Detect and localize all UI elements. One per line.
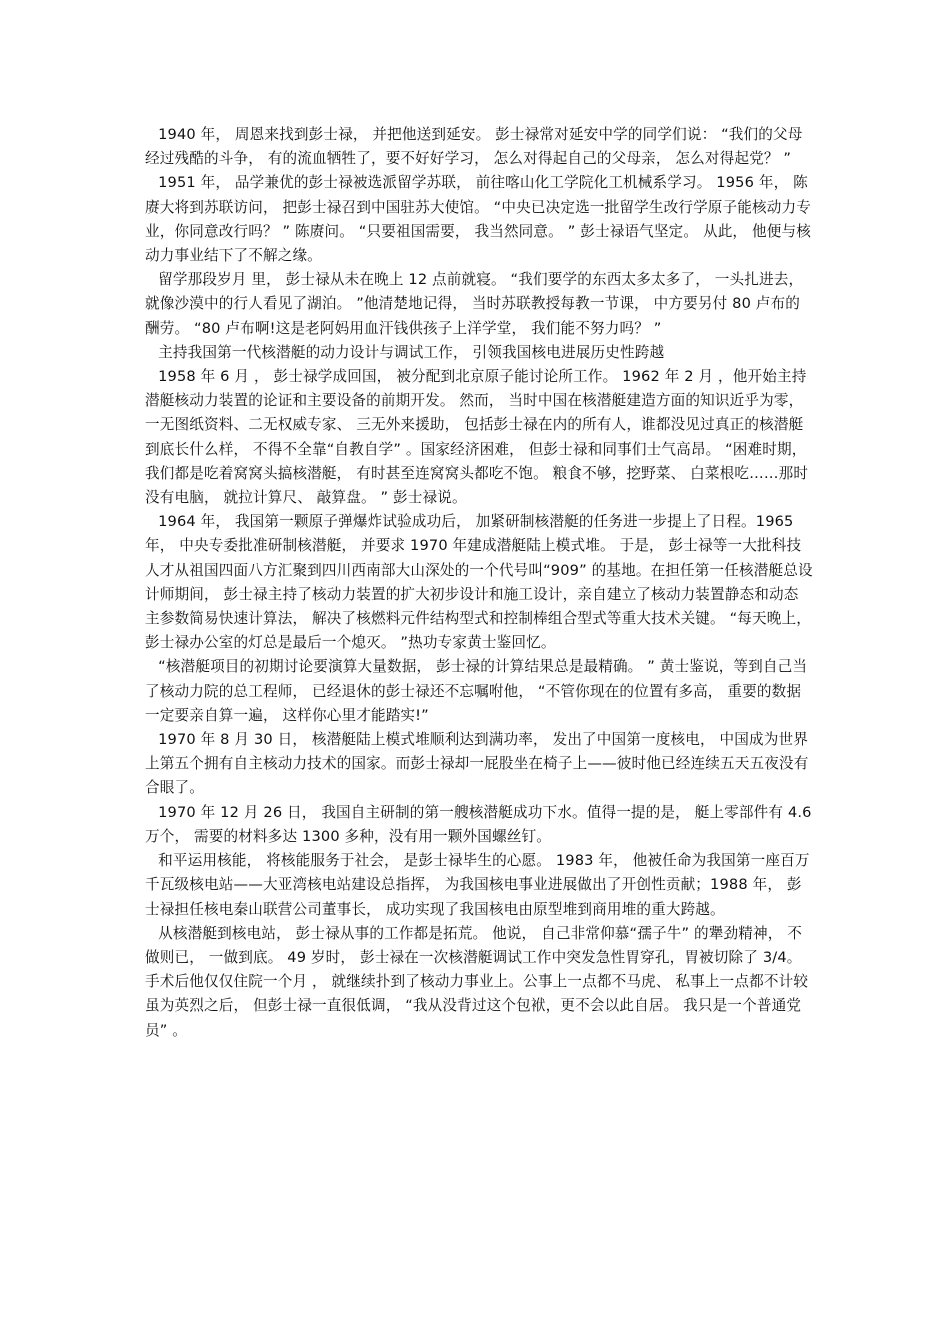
paragraph-9: 1970 年 12 月 26 日， 我国自主研制的第一艘核潜艇成功下水。值得一提的是， 艇上零部件有 4.6 万个， 需要的材料多达 1300 多种，没有用一颗外国螺丝钉。 xyxy=(145,803,812,845)
section-heading: 主持我国第一代核潜艇的动力设计与调试工作， 引领我国核电进展历史性跨越 xyxy=(158,343,665,361)
paragraph-1: 1940 年， 周恩来找到彭士禄， 并把他送到延安。 彭士禄常对延安中学的同学们说： “我们的父母经过残酷的斗争， 有的流血牺牲了，要不好好学习， 怎么对得起自己的父母亲， 怎么对得起党？ ” xyxy=(145,126,803,168)
paragraph-3: 留学那段岁月 里， 彭士禄从未在晚上 12 点前就寝。 “我们要学的东西太多太多了， 一头扎进去， 就像沙漠中的行人看见了湖泊。 ”他清楚地记得， 当时苏联教授每教一节课， 中方要另付 80 卢布的酬劳。 “80 卢布啊!这是老阿妈用血汗钱供孩子上洋学堂， 我们能不努力吗？ ” xyxy=(145,271,804,337)
paragraph-6: 1964 年， 我国第一颗原子弹爆炸试验成功后， 加紧研制核潜艇的任务进一步提上了日程。1965 年， 中央专委批准研制核潜艇， 并要求 1970 年建成潜艇陆上模式堆。 于是， 彭士禄等一大批科技人才从祖国四面八方汇聚到四川西南部大山深处的一个代号叫“909” 的基地。在担任第一任核潜艇总设计师期间， 彭士禄主持了核动力装置的扩大初步设计和施工设计，亲自建立了核动力装置静态和动态主参数简易快速计算法， 解决了核燃料元件结构型式和控制棒组合型式等重大技术关键。 “每天晚上， 彭士禄办公室的灯总是最后一个熄灭。 ”热功专家黄士鉴回忆。 xyxy=(145,513,813,652)
paragraph-7: “核潜艇项目的初期讨论要演算大量数据， 彭士禄的计算结果总是最精确。 ” 黄士鉴说，等到自己当了核动力院的总工程师， 已经退休的彭士禄还不忘嘱咐他， “不管你现在的位置有多高， 重要的数据一定要亲自算一遍， 这样你心里才能踏实!” xyxy=(145,658,808,724)
paragraph-10: 和平运用核能， 将核能服务于社会， 是彭士禄毕生的心愿。 1983 年， 他被任命为我国第一座百万千瓦级核电站——大亚湾核电站建设总指挥， 为我国核电事业进展做出了开创性贡献；1988 年， 彭士禄担任核电秦山联营公司董事长， 成功实现了我国核电由原型堆到商用堆的重大跨越。 xyxy=(145,852,810,918)
paragraph-11: 从核潜艇到核电站， 彭士禄从事的工作都是拓荒。 他说， 自己非常仰慕“孺子牛” 的犟劲精神， 不做则已， 一做到底。 49 岁时， 彭士禄在一次核潜艇调试工作中突发急性胃穿孔，胃被切除了 3/4。 手术后他仅仅住院一个月 ， 就继续扑到了核动力事业上。公事上一点都不马虎、 私事上一点都不计较虽为英烈之后， 但彭士禄一直很低调， “我从没背过这个包袱，更不会以此自居。 我只是一个普通党员” 。 xyxy=(145,924,809,1039)
paragraph-8: 1970 年 8 月 30 日， 核潜艇陆上模式堆顺利达到满功率， 发出了中国第一度核电， 中国成为世界上第五个拥有自主核动力技术的国家。而彭士禄却一屁股坐在椅子上——彼时他已经连续五天五夜没有合眼了。 xyxy=(145,731,809,797)
paragraph-5: 1958 年 6 月 ， 彭士禄学成回国， 被分配到北京原子能讨论所工作。 1962 年 2 月 ，他开始主持潜艇核动力装置的论证和主要设备的前期开发。 然而， 当时中国在核潜艇建造方面的知识近乎为零， 一无图纸资料、二无权威专家、 三无外来援助， 包括彭士禄在内的所有人，谁都没见过真正的核潜艇到底长什么样， 不得不全靠“自教自学” 。国家经济困难， 但彭士禄和同事们士气高昂。 “困难时期， 我们都是吃着窝窝头搞核潜艇， 有时甚至连窝窝头都吃不饱。 粮食不够，挖野菜、 白菜根吃……那时没有电脑， 就拉计算尺、 敲算盘。 ” 彭士禄说。 xyxy=(145,368,809,507)
paragraph-2: 1951 年， 品学兼优的彭士禄被选派留学苏联， 前往喀山化工学院化工机械系学习。 1956 年， 陈赓大将到苏联访问， 把彭士禄召到中国驻苏大使馆。 “中央已决定选一批留学生改行学原子能核动力专业，你同意改行吗？ ” 陈赓问。 “只要祖国需要， 我当然同意。 ” 彭士禄语气坚定。 从此， 他便与核动力事业结下了不解之缘。 xyxy=(145,174,812,265)
article-body xyxy=(145,123,813,1043)
